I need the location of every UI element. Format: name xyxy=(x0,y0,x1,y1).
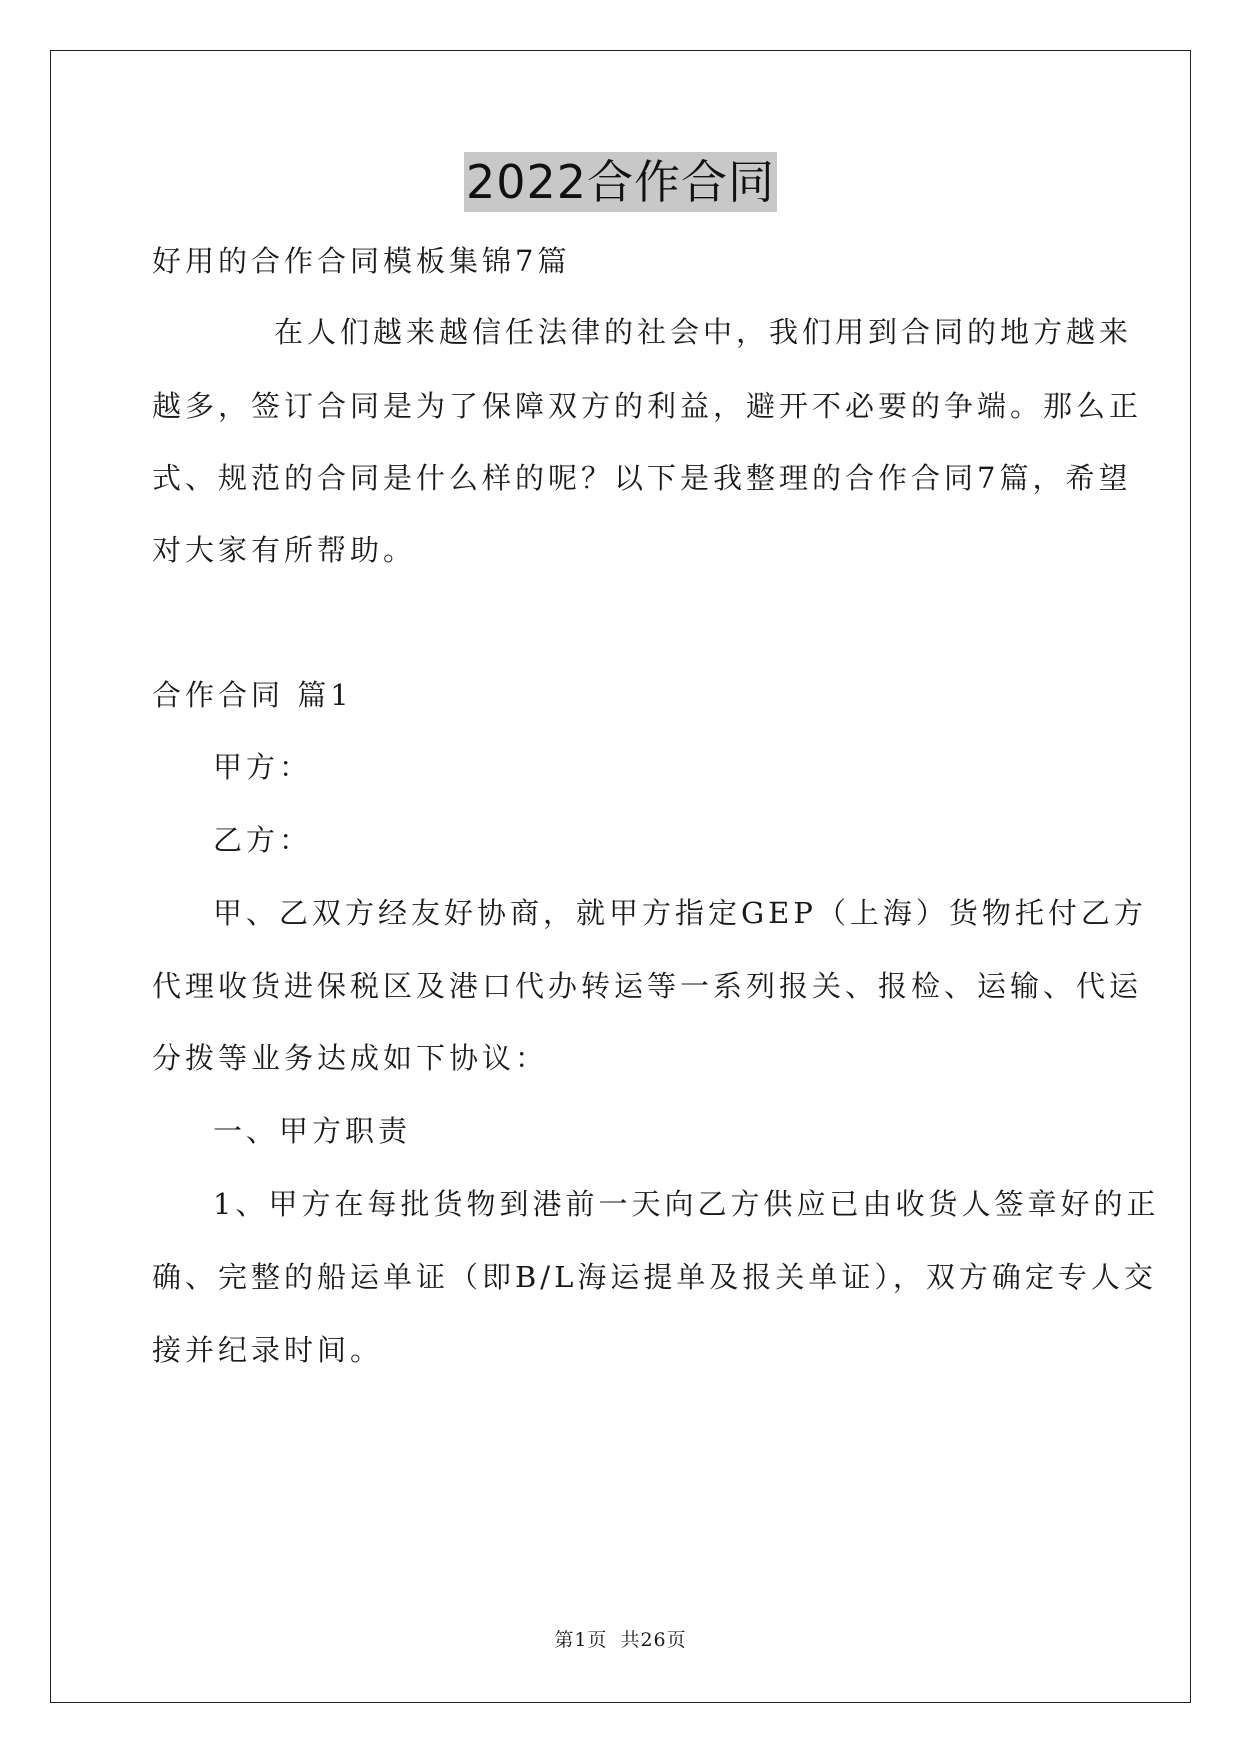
page-border xyxy=(50,50,1191,1703)
page-number: 第1页 xyxy=(554,1629,608,1651)
section-heading: 合作合同 篇1 xyxy=(152,678,353,712)
clause-1-line-3: 接并纪录时间。 xyxy=(152,1333,384,1367)
agreement-line-2: 代理收货进保税区及港口代办转运等一系列报关、报检、运输、代运 xyxy=(152,969,1143,1003)
intro-line-2: 越多，签订合同是为了保障双方的利益，避开不必要的争端。那么正 xyxy=(152,389,1143,423)
intro-line-4: 对大家有所帮助。 xyxy=(152,533,417,567)
intro-line-3: 式、规范的合同是什么样的呢？以下是我整理的合作合同7篇，希望 xyxy=(152,461,1132,495)
intro-line-1: 在人们越来越信任法律的社会中，我们用到合同的地方越来 xyxy=(274,315,1133,349)
document-subtitle: 好用的合作合同模板集锦7篇 xyxy=(152,244,571,278)
party-b-label: 乙方： xyxy=(213,823,313,857)
clause-1-line-1: 1、甲方在每批货物到港前一天向乙方供应已由收货人签章好的正 xyxy=(213,1187,1160,1221)
page-footer xyxy=(0,1628,1241,1652)
agreement-line-3: 分拨等业务达成如下协议： xyxy=(152,1041,549,1075)
document-title: 2022合作合同 xyxy=(464,152,777,212)
clause-1-line-2: 确、完整的船运单证（即B/L海运提单及报关单证），双方确定专人交 xyxy=(152,1260,1157,1294)
party-a-label: 甲方： xyxy=(213,750,313,784)
agreement-line-1: 甲、乙双方经友好协商，就甲方指定GEP（上海）货物托付乙方 xyxy=(213,896,1147,930)
page-total: 共26页 xyxy=(620,1629,687,1651)
clause-heading: 一、甲方职责 xyxy=(213,1114,412,1148)
title-container xyxy=(0,152,1241,212)
